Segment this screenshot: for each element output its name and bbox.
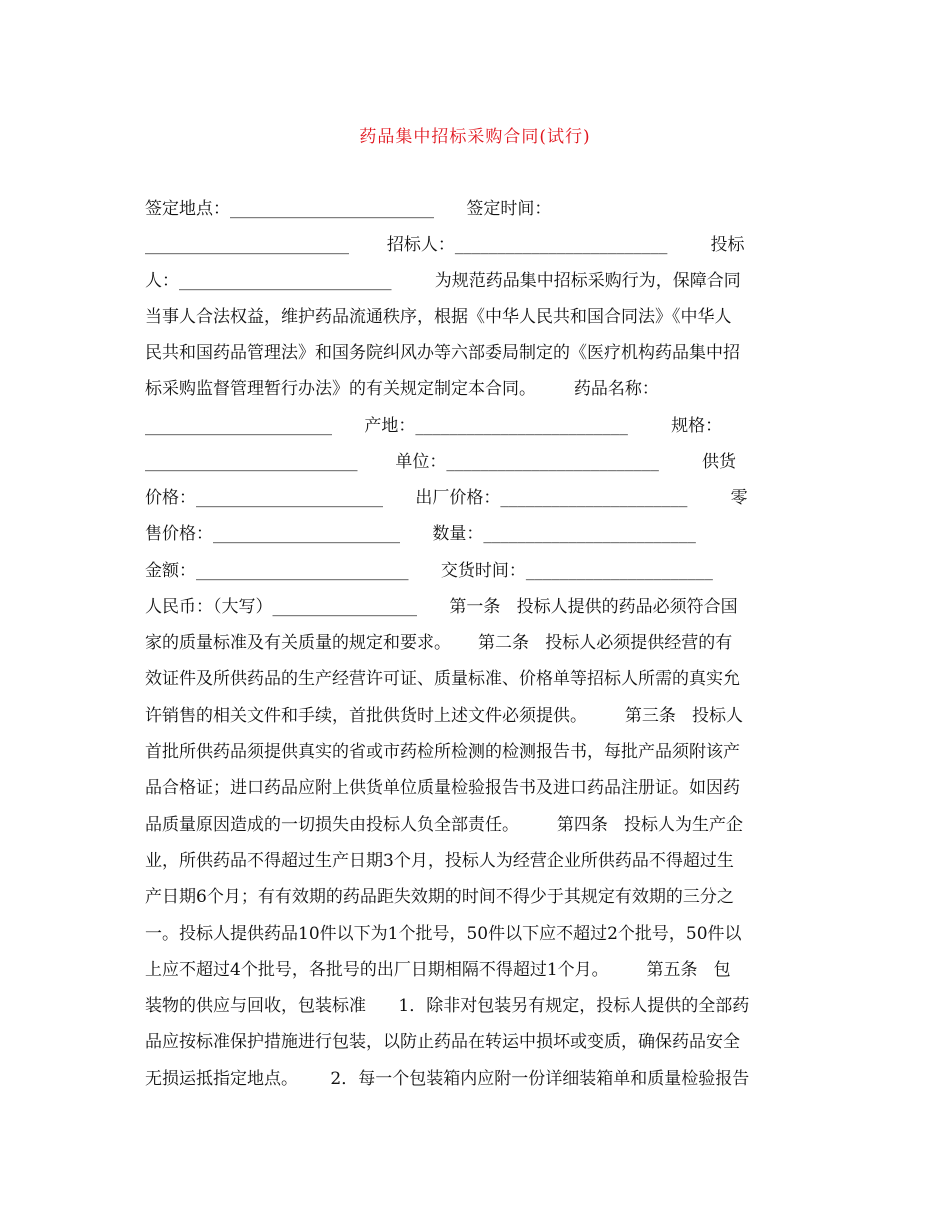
text-line: 上应不超过4个批号，各批号的出厂日期相隔不得超过1个月。 第五条 包 [145,960,731,980]
text-line: 人民币：（大写）_________________ 第一条 投标人提供的药品必须符合国 [145,597,738,617]
text-line: 民共和国药品管理法》和国务院纠风办等六部委局制定的《医疗机构药品集中招 [145,343,740,363]
text-line: 签定地点：________________________ 签定时间： [145,199,552,219]
text-line: 品合格证；进口药品应附上供货单位质量检验报告书及进口药品注册证。如因药 [145,778,740,798]
text-line: 无损运抵指定地点。 2．每一个包装箱内应附一份详细装箱单和质量检验报告 [145,1069,750,1089]
text-line: 价格：______________________ 出厂价格：______________________ 零 [145,488,748,508]
text-line: 当事人合法权益，维护药品流通秩序，根据《中华人民共和国合同法》《中华人 [145,307,732,327]
text-line: 金额：_________________________ 交货时间：______________________ [145,561,713,581]
text-line: 标采购监督管理暂行办法》的有关规定制定本合同。 药品名称： [145,379,659,399]
text-line: 许销售的相关文件和手续，首批供货时上述文件必须提供。 第三条 投标人 [145,706,744,726]
text-line: ______________________ 产地：_________________________ 规格： [145,416,723,436]
text-line: 人：_________________________ 为规范药品集中招标采购行为，保障合同 [145,271,741,291]
text-line: ________________________ 招标人：_________________________ 投标 [145,235,745,255]
text-line: 售价格：______________________ 数量：_________________________ [145,524,696,544]
text-line: 一。投标人提供药品10件以下为1个批号，50件以下应不超过2个批号，50件以 [145,924,742,944]
text-line: 效证件及所供药品的生产经营许可证、质量标准、价格单等招标人所需的真实允 [145,669,740,689]
text-line: 品质量原因造成的一切损失由投标人负全部责任。 第四条 投标人为生产企 [145,815,744,835]
text-line: _________________________ 单位：_________________________ 供货 [145,452,737,472]
text-line: 业，所供药品不得超过生产日期3个月，投标人为经营企业所供药品不得超过生 [145,851,734,871]
text-line: 产日期6个月；有有效期的药品距失效期的时间不得少于其规定有效期的三分之 [145,887,734,907]
text-line: 品应按标准保护措施进行包装，以防止药品在转运中损坏或变质，确保药品安全 [145,1032,740,1052]
text-line: 首批所供药品须提供真实的省或市药检所检测的检测报告书，每批产品须附该产 [145,742,740,762]
text-line: 装物的供应与回收，包装标准 1．除非对包装另有规定，投标人提供的全部药 [145,996,750,1016]
contract-title: 药品集中招标采购合同(试行) [359,127,591,147]
text-line: 家的质量标准及有关质量的规定和要求。 第二条 投标人必须提供经营的有 [145,633,733,653]
